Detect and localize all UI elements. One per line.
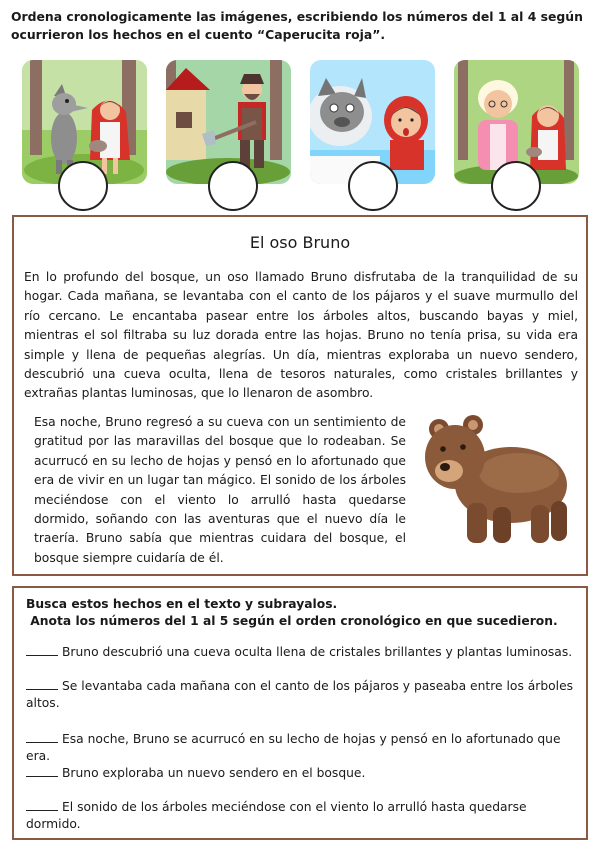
answer-blank[interactable] <box>26 645 58 656</box>
answer-circle-1[interactable] <box>58 161 108 211</box>
instructions: Ordena cronologicamente las imágenes, escribiendo los números del 1 al 4 según ocurrieron los hechos en el cuento “Caperucita roja”. <box>11 9 583 42</box>
answer-circle-3[interactable] <box>348 161 398 211</box>
answer-blank[interactable] <box>26 766 58 777</box>
answer-circle-4[interactable] <box>491 161 541 211</box>
story-paragraph-1: En lo profundo del bosque, un oso llamado Bruno disfrutaba de la tranquilidad de su hogar. Cada mañana, se levantaba con el canto de los pájaros y el suave murmullo del río cercano. Le encantaba pasear entre los árboles altos, buscando bayas y miel, mientras el sol filtraba su luz dorada entre las hojas. Bruno no tenía prisa, su vida era simple y llena de pequeñas alegrías. Un día, mientras exploraba un nuevo sendero, descubrió una cueva oculta, llena de tesoros naturales, como cristales brillantes y extrañas plantas luminosas, que lo llenaron de asombro. <box>24 270 578 401</box>
exercise-title: Busca estos hechos en el texto y subrayalos. <box>26 597 338 611</box>
story-paragraph-2: Esa noche, Bruno regresó a su cueva con un sentimiento de gratitud por las maravillas del bosque que lo rodeaban. Se acurrucó en su lecho de hojas y pensó en lo afortunado que era de vivir en un lugar tan mágico. El sonido de los árboles meciéndose con el viento lo arrulló hasta quedarse dormido, soñando con las aventuras que el nuevo día le traería. Bruno sabía que mientras cuidara del bosque, el bosque siempre cuidaría de él. <box>34 415 406 565</box>
story-box <box>12 215 588 576</box>
exercise-item: Bruno exploraba un nuevo sendero en el bosque. <box>26 765 581 782</box>
answer-blank[interactable] <box>26 679 58 690</box>
exercise-item: Bruno descubrió una cueva oculta llena de cristales brillantes y plantas luminosas. <box>26 644 581 661</box>
exercise-item: Esa noche, Bruno se acurrucó en su lecho de hojas y pensó en lo afortunado que era. <box>26 732 561 763</box>
exercise-subtitle: Anota los números del 1 al 5 según el orden cronológico en que sucedieron. <box>30 614 558 628</box>
exercise-item: El sonido de los árboles meciéndose con el viento lo arrulló hasta quedarse dormido. <box>26 800 527 831</box>
bear-picture <box>419 407 579 561</box>
answer-blank[interactable] <box>26 800 58 811</box>
answer-blank[interactable] <box>26 732 58 743</box>
answer-circle-2[interactable] <box>208 161 258 211</box>
exercise-item: Se levantaba cada mañana con el canto de los pájaros y paseaba entre los árboles altos. <box>26 679 574 710</box>
story-title: El oso Bruno <box>249 233 351 252</box>
exercise-box <box>12 586 588 840</box>
